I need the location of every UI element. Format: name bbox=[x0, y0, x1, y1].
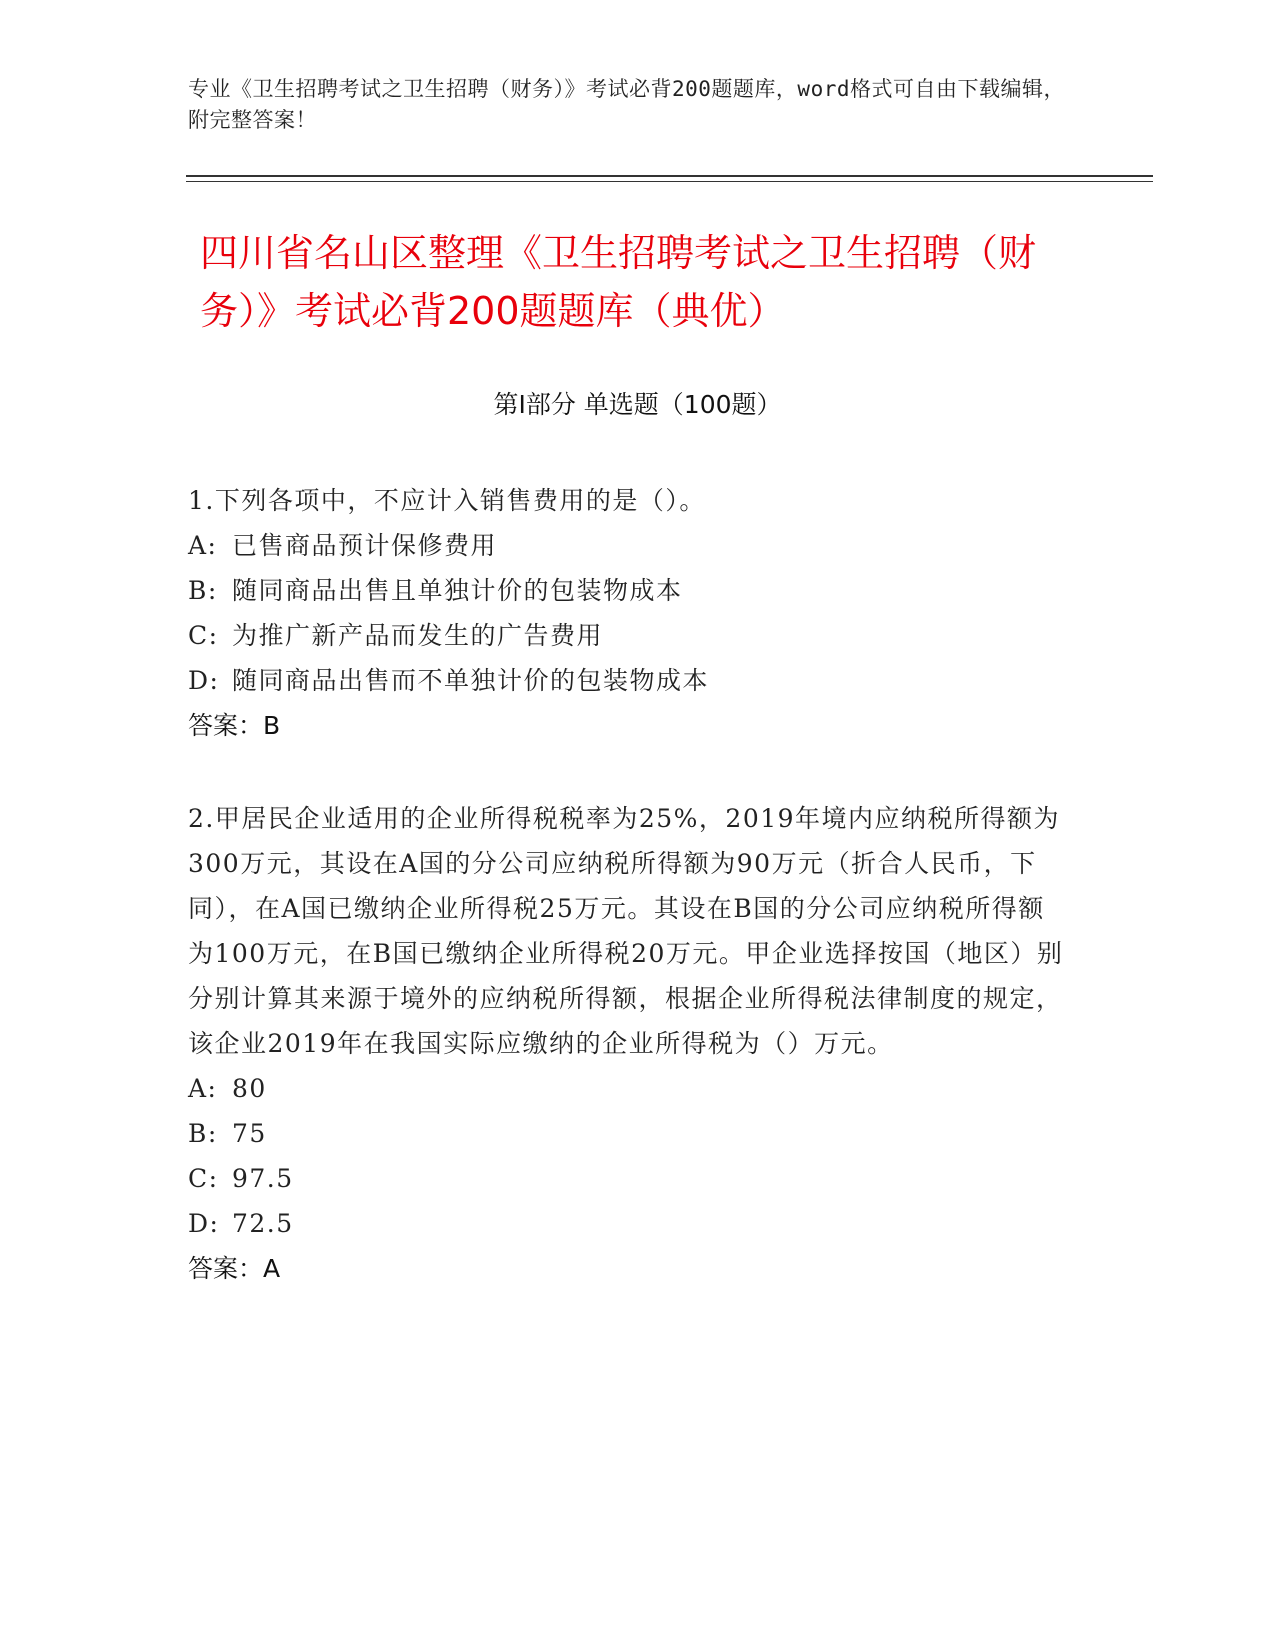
option-text: 80 bbox=[232, 1074, 267, 1103]
option-key: A: bbox=[188, 531, 218, 560]
option-text: 已售商品预计保修费用 bbox=[232, 531, 498, 560]
header-divider-thin bbox=[186, 181, 1153, 182]
answer-line: 答案：A bbox=[188, 1254, 281, 1283]
option-key: A: bbox=[188, 1074, 218, 1103]
option-a bbox=[188, 1066, 1068, 1111]
option-b bbox=[188, 1111, 1068, 1156]
option-text: 97.5 bbox=[232, 1164, 294, 1193]
option-d bbox=[188, 1201, 1068, 1246]
question-stem: 1.下列各项中，不应计入销售费用的是（）。 bbox=[188, 486, 706, 515]
option-key: C: bbox=[188, 1164, 219, 1193]
option-a bbox=[188, 523, 1068, 568]
section-title: 第Ⅰ部分 单选题（100题） bbox=[493, 390, 782, 419]
option-text: 为推广新产品而发生的广告费用 bbox=[232, 621, 604, 650]
option-text: 随同商品出售且单独计价的包装物成本 bbox=[232, 576, 683, 605]
option-key: C: bbox=[188, 621, 219, 650]
answer-line: 答案：B bbox=[188, 711, 281, 740]
question-2 bbox=[188, 796, 1068, 1291]
option-text: 75 bbox=[232, 1119, 267, 1148]
option-key: B: bbox=[188, 576, 218, 605]
header-note: 专业《卫生招聘考试之卫生招聘（财务）》考试必背200题题库，word格式可自由下载编辑，附完整答案！ bbox=[188, 77, 1065, 132]
option-key: B: bbox=[188, 1119, 218, 1148]
option-b bbox=[188, 568, 1068, 613]
option-c bbox=[188, 1156, 1068, 1201]
option-c bbox=[188, 613, 1068, 658]
document-title: 四川省名山区整理《卫生招聘考试之卫生招聘（财务）》考试必背200题题库（典优） bbox=[200, 231, 1037, 333]
option-d bbox=[188, 658, 1068, 703]
option-key: D: bbox=[188, 666, 220, 695]
question-1 bbox=[188, 478, 1068, 748]
option-text: 72.5 bbox=[232, 1209, 294, 1238]
option-key: D: bbox=[188, 1209, 220, 1238]
header-divider bbox=[186, 175, 1153, 177]
option-text: 随同商品出售而不单独计价的包装物成本 bbox=[232, 666, 710, 695]
question-stem: 2.甲居民企业适用的企业所得税税率为25%，2019年境内应纳税所得额为300万元，其设在A国的分公司应纳税所得额为90万元（折合人民币，下同），在A国已缴纳企业所得税25万元。其设在B国的分公司应纳税所得额为100万元，在B国已缴纳企业所得税20万元。甲企业选择按国（地区）别分别计算其来源于境外的应纳税所得额，根据企业所得税法律制度的规定，该企业2019年在我国实际应缴纳的企业所得税为（）万元。 bbox=[188, 804, 1064, 1058]
